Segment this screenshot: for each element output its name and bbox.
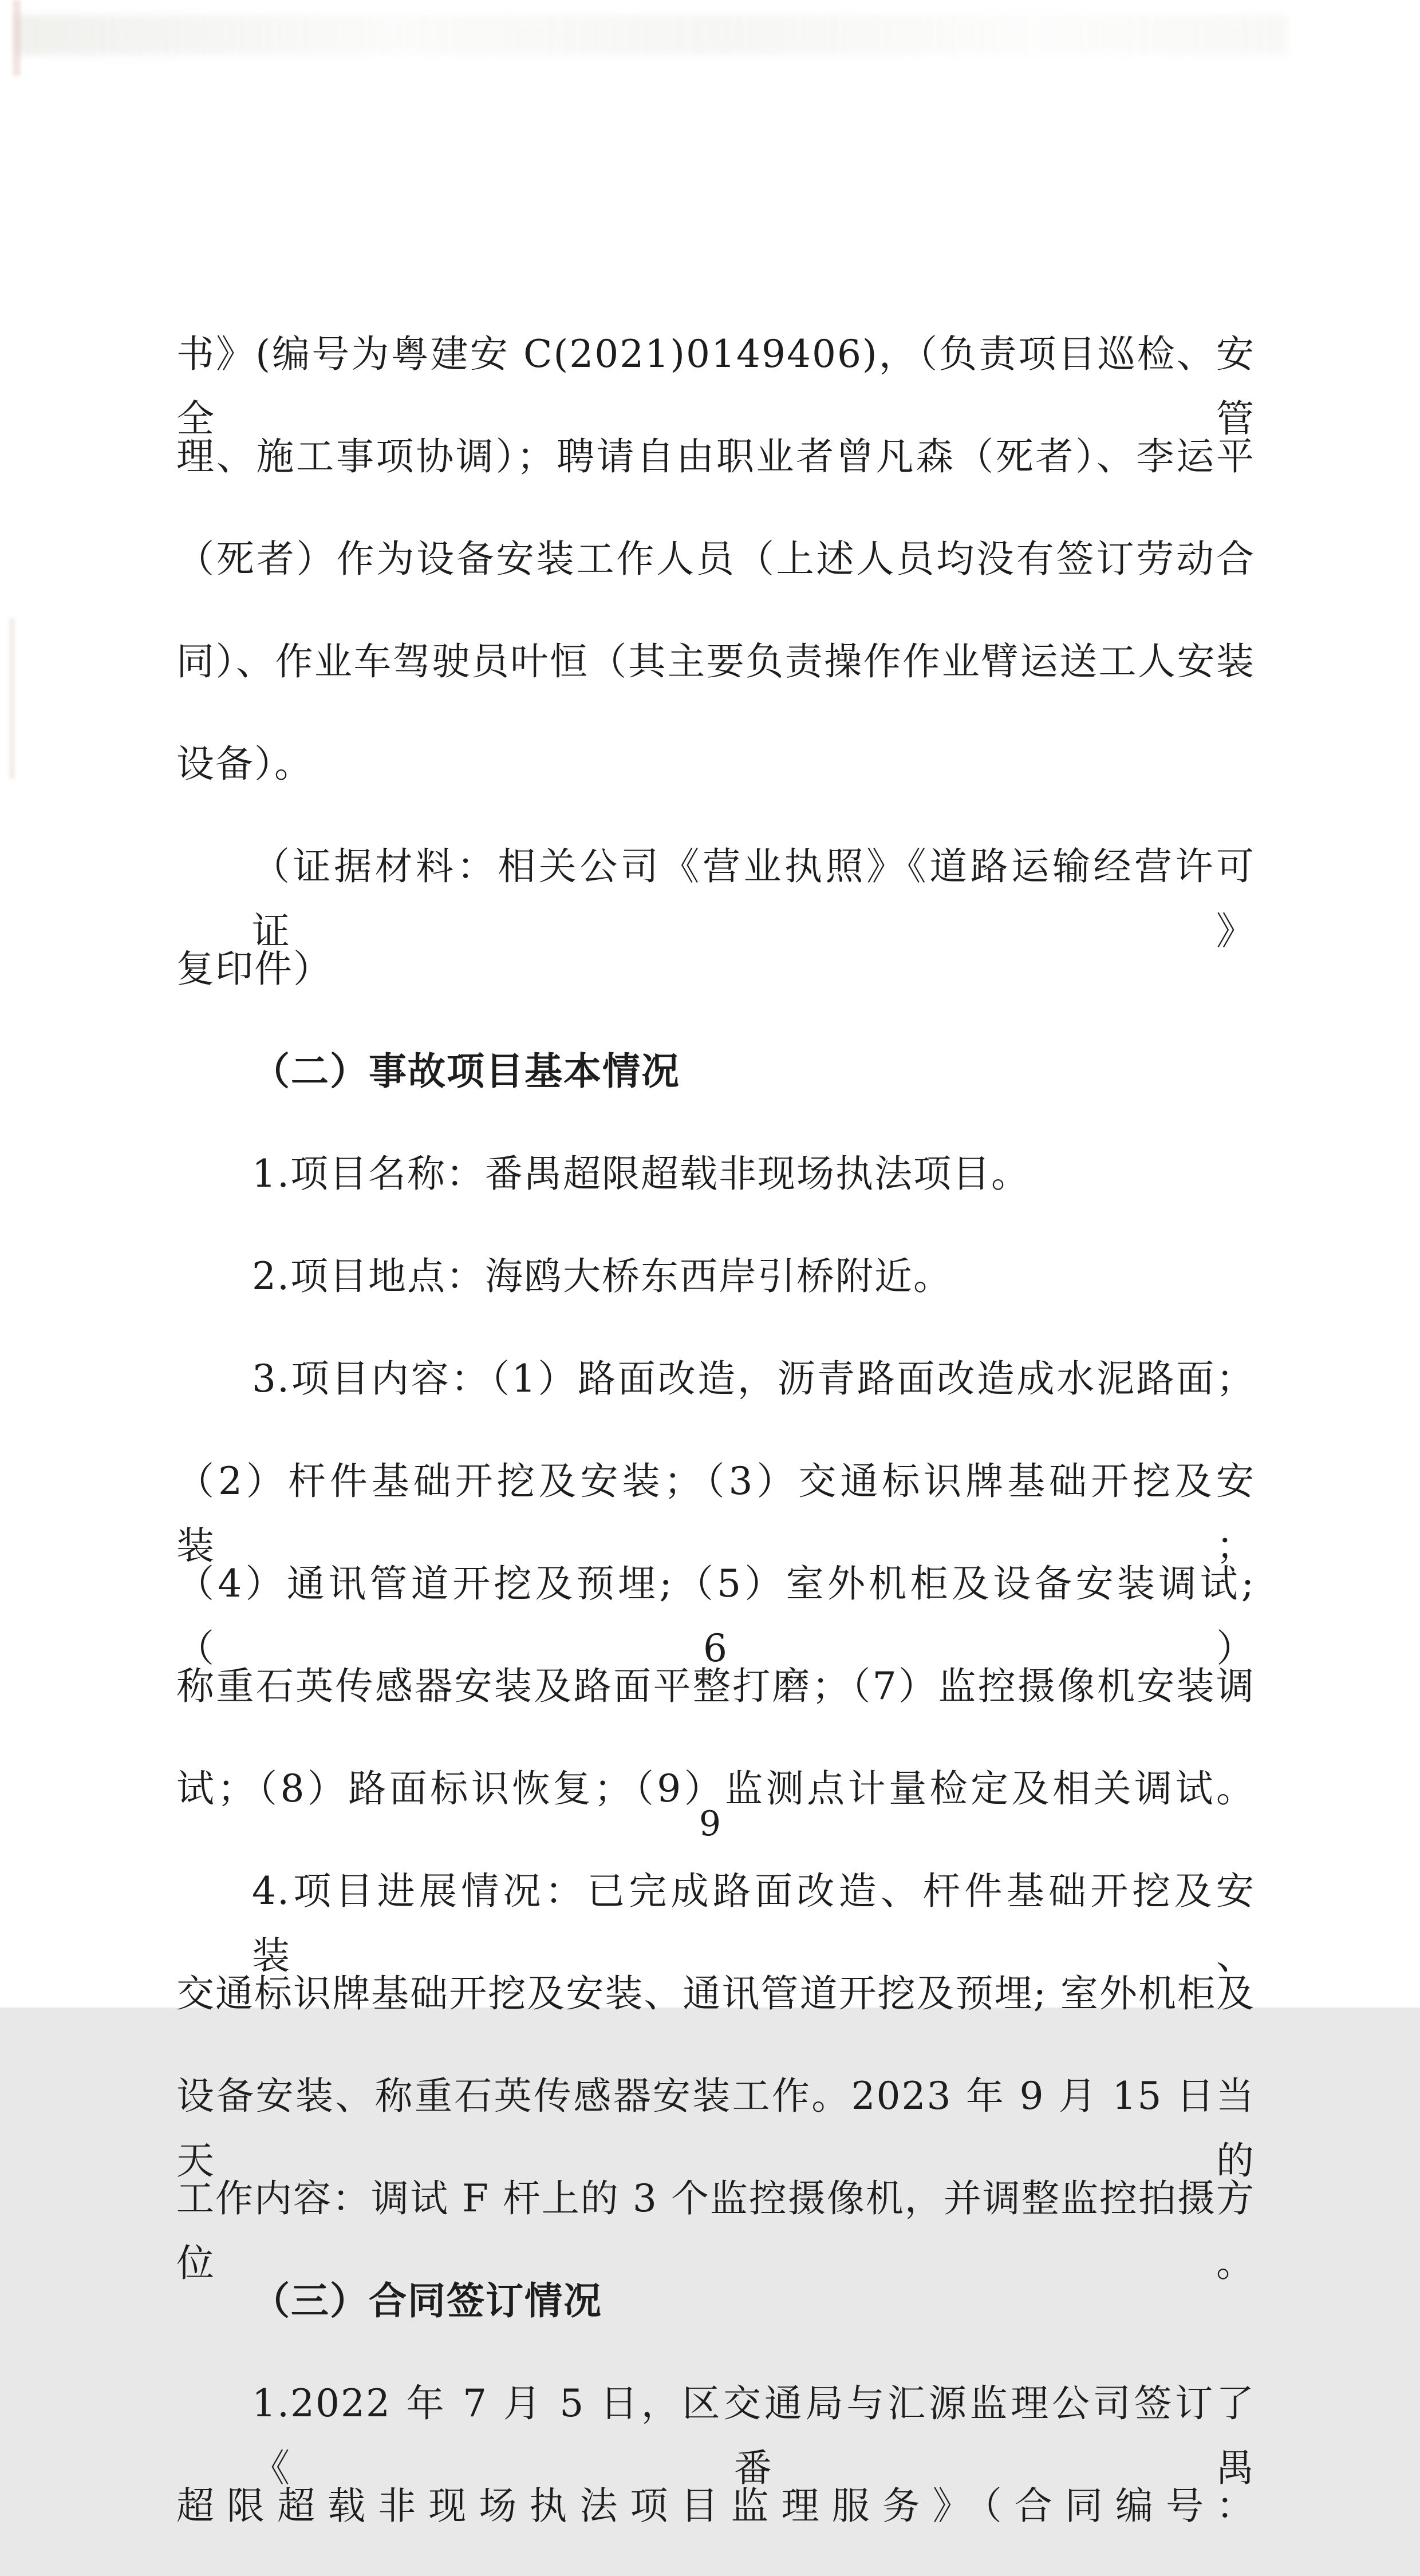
text-line: 3.项目内容：（1）路面改造，沥青路面改造成水泥路面； <box>252 1357 1255 1401</box>
text-line: 交通标识牌基础开挖及安装、通讯管道开挖及预埋; 室外机柜及 <box>176 1971 1255 2016</box>
text-line: 复印件） <box>176 947 332 991</box>
document-body <box>176 284 1255 2576</box>
text-line: 工作内容：调试 F 杆上的 3 个监控摄像机，并调整监控拍摄方位。 <box>176 2176 1255 2285</box>
section-heading: （二）事故项目基本情况 <box>252 1049 680 1093</box>
text-line: 称重石英传感器安装及路面平整打磨；（7）监控摄像机安装调 <box>176 1664 1255 1708</box>
scan-edge-mark <box>13 0 21 76</box>
scan-edge-mark <box>9 618 15 779</box>
text-line: 2.项目地点：海鸥大桥东西岸引桥附近。 <box>252 1254 952 1298</box>
page-number: 9 <box>699 1804 721 1844</box>
section-heading: （三）合同签订情况 <box>252 2278 602 2323</box>
text-line: （证据材料：相关公司《营业执照》《道路运输经营许可证》 <box>252 844 1255 953</box>
text-line: （死者）作为设备安装工作人员（上述人员均没有签订劳动合 <box>176 537 1255 581</box>
text-line: 书》(编号为粤建安 C(2021)0149406)，（负责项目巡检、安全管 <box>176 332 1255 441</box>
text-line: 试；（8）路面标识恢复；（9）监测点计量检定及相关调试。 <box>176 1767 1255 1811</box>
text-line: 4.项目进展情况：已完成路面改造、杆件基础开挖及安装、 <box>252 1869 1255 1978</box>
text-line: 1.项目名称：番禺超限超载非现场执法项目。 <box>252 1152 1030 1196</box>
text-line: 超限超载非现场执法项目监理服务》（合同编号： <box>176 2484 1255 2528</box>
text-line: 设备安装、称重石英传感器安装工作。2023 年 9 月 15 日当天的 <box>176 2074 1255 2183</box>
text-line: 同）、作业车驾驶员叶恒（其主要负责操作作业臂运送工人安装 <box>176 639 1255 683</box>
text-line: （2）杆件基础开挖及安装；（3）交通标识牌基础开挖及安装； <box>176 1459 1255 1568</box>
text-line: （4）通讯管道开挖及预埋;（5）室外机柜及设备安装调试;（6） <box>176 1562 1255 1670</box>
text-line: 设备）。 <box>176 742 313 786</box>
text-line: 1.2022 年 7 月 5 日，区交通局与汇源监理公司签订了《番禺 <box>252 2381 1255 2490</box>
text-line: 理、施工事项协调）；聘请自由职业者曾凡森（死者）、李运平 <box>176 434 1255 479</box>
scan-smudge <box>16 15 1287 55</box>
